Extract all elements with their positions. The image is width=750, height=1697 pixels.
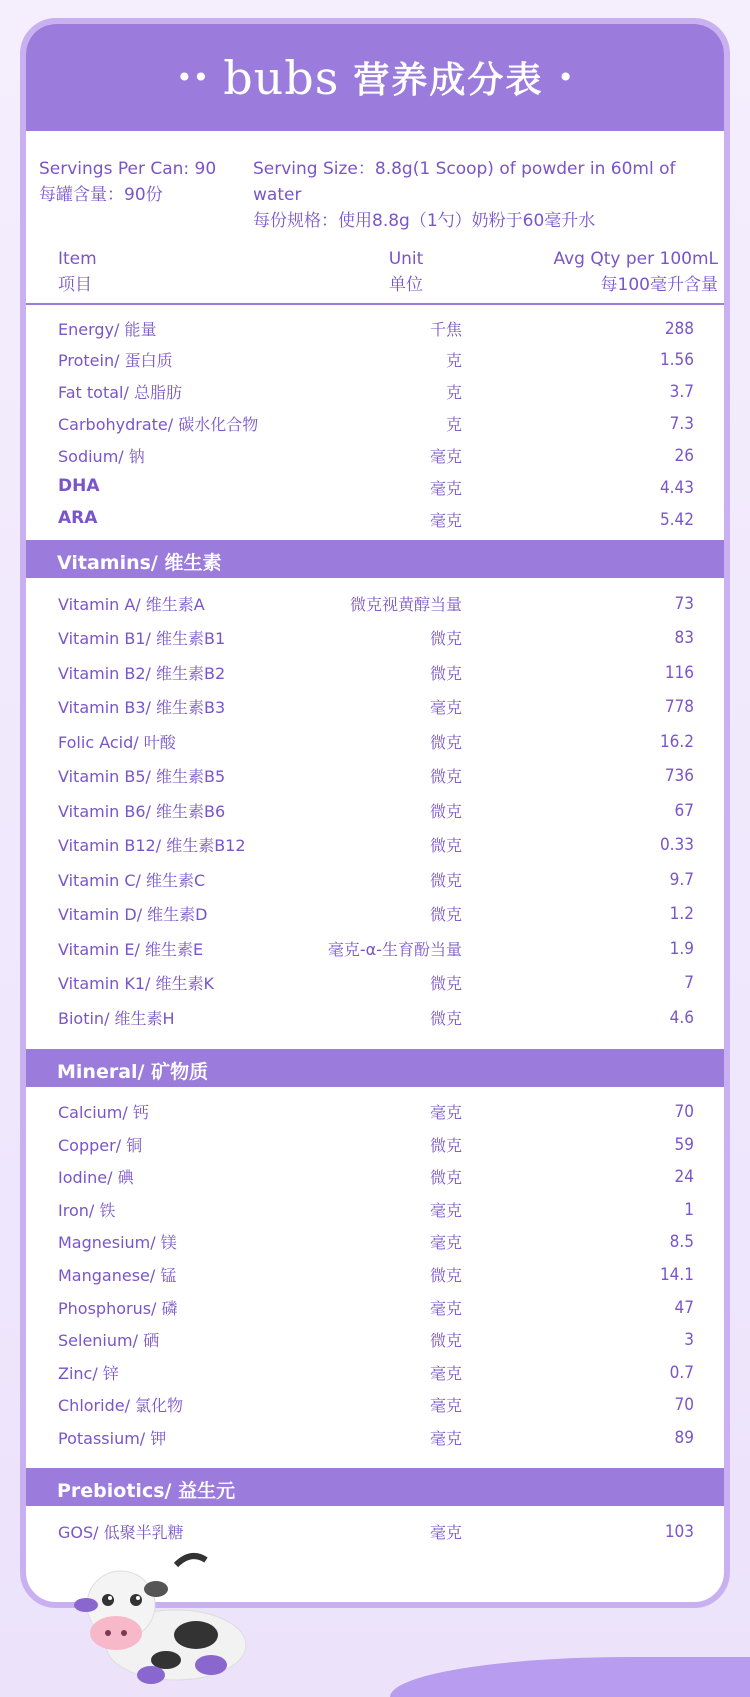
- row-name: Vitamin B6/ 维生素B6: [58, 802, 226, 821]
- row-unit: 克: [445, 415, 462, 434]
- row-value: 7: [684, 973, 694, 993]
- table-row: [26, 689, 724, 721]
- section-band-minerals: [26, 1049, 724, 1087]
- row-value: 8.5: [669, 1232, 694, 1252]
- row-name: Potassium/ 钾: [58, 1429, 167, 1448]
- column-header-unit: [350, 246, 462, 298]
- row-value: 1.56: [659, 350, 694, 370]
- row-name: Sodium/ 钠: [58, 447, 145, 466]
- row-value: 1.9: [669, 939, 694, 959]
- section-title-minerals: Mineral/ 矿物质: [57, 1061, 209, 1083]
- table-row: [26, 311, 724, 343]
- row-name: Biotin/ 维生素H: [58, 1009, 175, 1028]
- row-unit: 毫克-α-生育酚当量: [327, 940, 462, 959]
- table-row: [26, 1159, 724, 1191]
- row-value: 70: [674, 1395, 694, 1415]
- table-row: [26, 620, 724, 652]
- table-row: [26, 586, 724, 618]
- table-row: [26, 1387, 724, 1419]
- row-unit: 毫克: [429, 1429, 462, 1448]
- serving-size-en: Serving Size：8.8g(1 Scoop) of powder in 60ml of water: [253, 159, 676, 205]
- row-value: 3.7: [669, 382, 694, 402]
- column-header-qty: [553, 246, 718, 298]
- row-value: 3: [684, 1330, 694, 1350]
- row-name: Vitamin C/ 维生素C: [58, 871, 206, 890]
- row-value: 14.1: [659, 1265, 694, 1285]
- table-row: [26, 1355, 724, 1387]
- decorative-swoosh: [390, 1657, 750, 1697]
- table-row: [26, 438, 724, 470]
- row-name: GOS/ 低聚半乳糖: [58, 1523, 184, 1542]
- milk-drop-icon-right: •: [557, 61, 574, 94]
- row-name: Vitamin B5/ 维生素B5: [58, 767, 226, 786]
- row-unit: 微克: [429, 629, 462, 648]
- row-value: 103: [664, 1522, 694, 1542]
- table-row: [26, 1127, 724, 1159]
- row-unit: 微克: [429, 1009, 462, 1028]
- row-name: Selenium/ 硒: [58, 1331, 160, 1350]
- row-unit: 毫克: [429, 1396, 462, 1415]
- table-row: [26, 896, 724, 928]
- column-header-qty-zh: 每100毫升含量: [600, 275, 718, 295]
- column-header-item-zh: 项目: [58, 275, 92, 295]
- row-unit: 毫克: [429, 698, 462, 717]
- servings-per-can: [39, 156, 216, 208]
- row-value: 7.3: [669, 414, 694, 434]
- section-band-vitamins: [26, 540, 724, 578]
- row-name: Energy/ 能量: [58, 320, 157, 339]
- serving-size-zh: 每份规格：使用8.8g（1勺）奶粉于60毫升水: [253, 211, 596, 231]
- table-row: [26, 1290, 724, 1322]
- row-unit: 微克: [429, 1168, 462, 1187]
- milk-drop-icon-left: ••: [176, 61, 210, 94]
- servings-per-can-zh: 每罐含量：90份: [39, 185, 163, 205]
- table-row: [26, 793, 724, 825]
- header-divider: [26, 303, 724, 305]
- row-value: 4.6: [669, 1008, 694, 1028]
- section-title-prebiotics: Prebiotics/ 益生元: [57, 1480, 236, 1502]
- row-value: 0.33: [659, 835, 694, 855]
- row-unit: 微克视黄醇当量: [349, 595, 462, 614]
- row-name: ARA: [58, 508, 98, 528]
- row-unit: 微克: [429, 1266, 462, 1285]
- table-row: [26, 827, 724, 859]
- row-value: 47: [674, 1298, 694, 1318]
- section-title-vitamins: Vitamins/ 维生素: [57, 552, 222, 574]
- row-value: 70: [674, 1102, 694, 1122]
- table-row: [26, 1094, 724, 1126]
- table-row: [26, 1192, 724, 1224]
- section-band-prebiotics: [26, 1468, 724, 1506]
- table-row: [26, 1224, 724, 1256]
- row-unit: 毫克: [429, 1201, 462, 1220]
- row-unit: 毫克: [429, 1364, 462, 1383]
- row-value: 5.42: [659, 510, 694, 530]
- row-value: 736: [664, 766, 694, 786]
- row-name: Copper/ 铜: [58, 1136, 143, 1155]
- row-unit: 微克: [429, 871, 462, 890]
- row-unit: 毫克: [429, 447, 462, 466]
- column-header-item: [58, 246, 97, 298]
- row-name: Vitamin B3/ 维生素B3: [58, 698, 226, 717]
- column-header-unit-en: Unit: [388, 249, 424, 269]
- row-name: Vitamin B1/ 维生素B1: [58, 629, 226, 648]
- table-row: [26, 1514, 724, 1546]
- row-value: 9.7: [669, 870, 694, 890]
- row-name: Vitamin B12/ 维生素B12: [58, 836, 246, 855]
- table-row: [26, 374, 724, 406]
- row-unit: 毫克: [429, 1523, 462, 1542]
- row-unit: 微克: [429, 733, 462, 752]
- table-row: [26, 342, 724, 374]
- row-value: 4.43: [659, 478, 694, 498]
- row-unit: 微克: [429, 905, 462, 924]
- row-value: 59: [674, 1135, 694, 1155]
- row-name: Chloride/ 氯化物: [58, 1396, 184, 1415]
- row-unit: 微克: [429, 664, 462, 683]
- row-value: 1.2: [669, 904, 694, 924]
- table-row: [26, 1322, 724, 1354]
- row-value: 778: [664, 697, 694, 717]
- row-unit: 微克: [429, 1136, 462, 1155]
- header-band: [26, 24, 724, 131]
- row-unit: 克: [445, 351, 462, 370]
- row-value: 24: [674, 1167, 694, 1187]
- row-unit: 微克: [429, 802, 462, 821]
- table-row: [26, 502, 724, 534]
- column-header-item-en: Item: [58, 249, 97, 269]
- row-value: 16.2: [659, 732, 694, 752]
- row-unit: 毫克: [429, 511, 462, 530]
- row-value: 73: [674, 594, 694, 614]
- column-header-qty-en: Avg Qty per 100mL: [553, 249, 718, 269]
- row-value: 26: [674, 446, 694, 466]
- table-row: [26, 965, 724, 997]
- row-name: Fat total/ 总脂肪: [58, 383, 182, 402]
- row-unit: 克: [445, 383, 462, 402]
- servings-per-can-en: Servings Per Can: 90: [39, 159, 217, 179]
- row-value: 116: [664, 663, 694, 683]
- table-row: [26, 1000, 724, 1032]
- row-unit: 千焦: [429, 320, 462, 339]
- row-name: DHA: [58, 476, 100, 496]
- row-name: Magnesium/ 镁: [58, 1233, 177, 1252]
- row-name: Vitamin D/ 维生素D: [58, 905, 208, 924]
- row-name: Vitamin A/ 维生素A: [58, 595, 205, 614]
- table-row: [26, 406, 724, 438]
- row-name: Zinc/ 锌: [58, 1364, 119, 1383]
- row-name: Phosphorus/ 磷: [58, 1299, 178, 1318]
- table-row: [26, 931, 724, 963]
- table-row: [26, 655, 724, 687]
- row-name: Vitamin K1/ 维生素K: [58, 974, 215, 993]
- row-value: 83: [674, 628, 694, 648]
- row-name: Folic Acid/ 叶酸: [58, 733, 176, 752]
- row-name: Vitamin B2/ 维生素B2: [58, 664, 226, 683]
- row-unit: 微克: [429, 836, 462, 855]
- row-value: 67: [674, 801, 694, 821]
- row-value: 0.7: [669, 1363, 694, 1383]
- table-row: [26, 724, 724, 756]
- row-unit: 毫克: [429, 479, 462, 498]
- row-unit: 毫克: [429, 1299, 462, 1318]
- nutrition-card: [20, 18, 730, 1608]
- table-row: [26, 470, 724, 502]
- row-name: Protein/ 蛋白质: [58, 351, 173, 370]
- cow-mascot-icon: [56, 1545, 256, 1695]
- page-title: 营养成分表: [353, 60, 544, 101]
- row-value: 89: [674, 1428, 694, 1448]
- row-name: Manganese/ 锰: [58, 1266, 177, 1285]
- serving-size: [253, 156, 724, 234]
- row-value: 288: [664, 319, 694, 339]
- column-header-unit-zh: 单位: [389, 275, 423, 295]
- table-row: [26, 862, 724, 894]
- row-name: Carbohydrate/ 碳水化合物: [58, 415, 259, 434]
- row-name: Iron/ 铁: [58, 1201, 116, 1220]
- table-row: [26, 1257, 724, 1289]
- row-value: 1: [684, 1200, 694, 1220]
- row-name: Calcium/ 钙: [58, 1103, 149, 1122]
- row-unit: 微克: [429, 974, 462, 993]
- brand-logo: bubs: [223, 50, 340, 105]
- header-title-wrap: [26, 24, 724, 131]
- row-unit: 微克: [429, 1331, 462, 1350]
- row-name: Iodine/ 碘: [58, 1168, 134, 1187]
- row-unit: 微克: [429, 767, 462, 786]
- row-unit: 毫克: [429, 1103, 462, 1122]
- table-row: [26, 758, 724, 790]
- row-name: Vitamin E/ 维生素E: [58, 940, 204, 959]
- table-row: [26, 1420, 724, 1452]
- row-unit: 毫克: [429, 1233, 462, 1252]
